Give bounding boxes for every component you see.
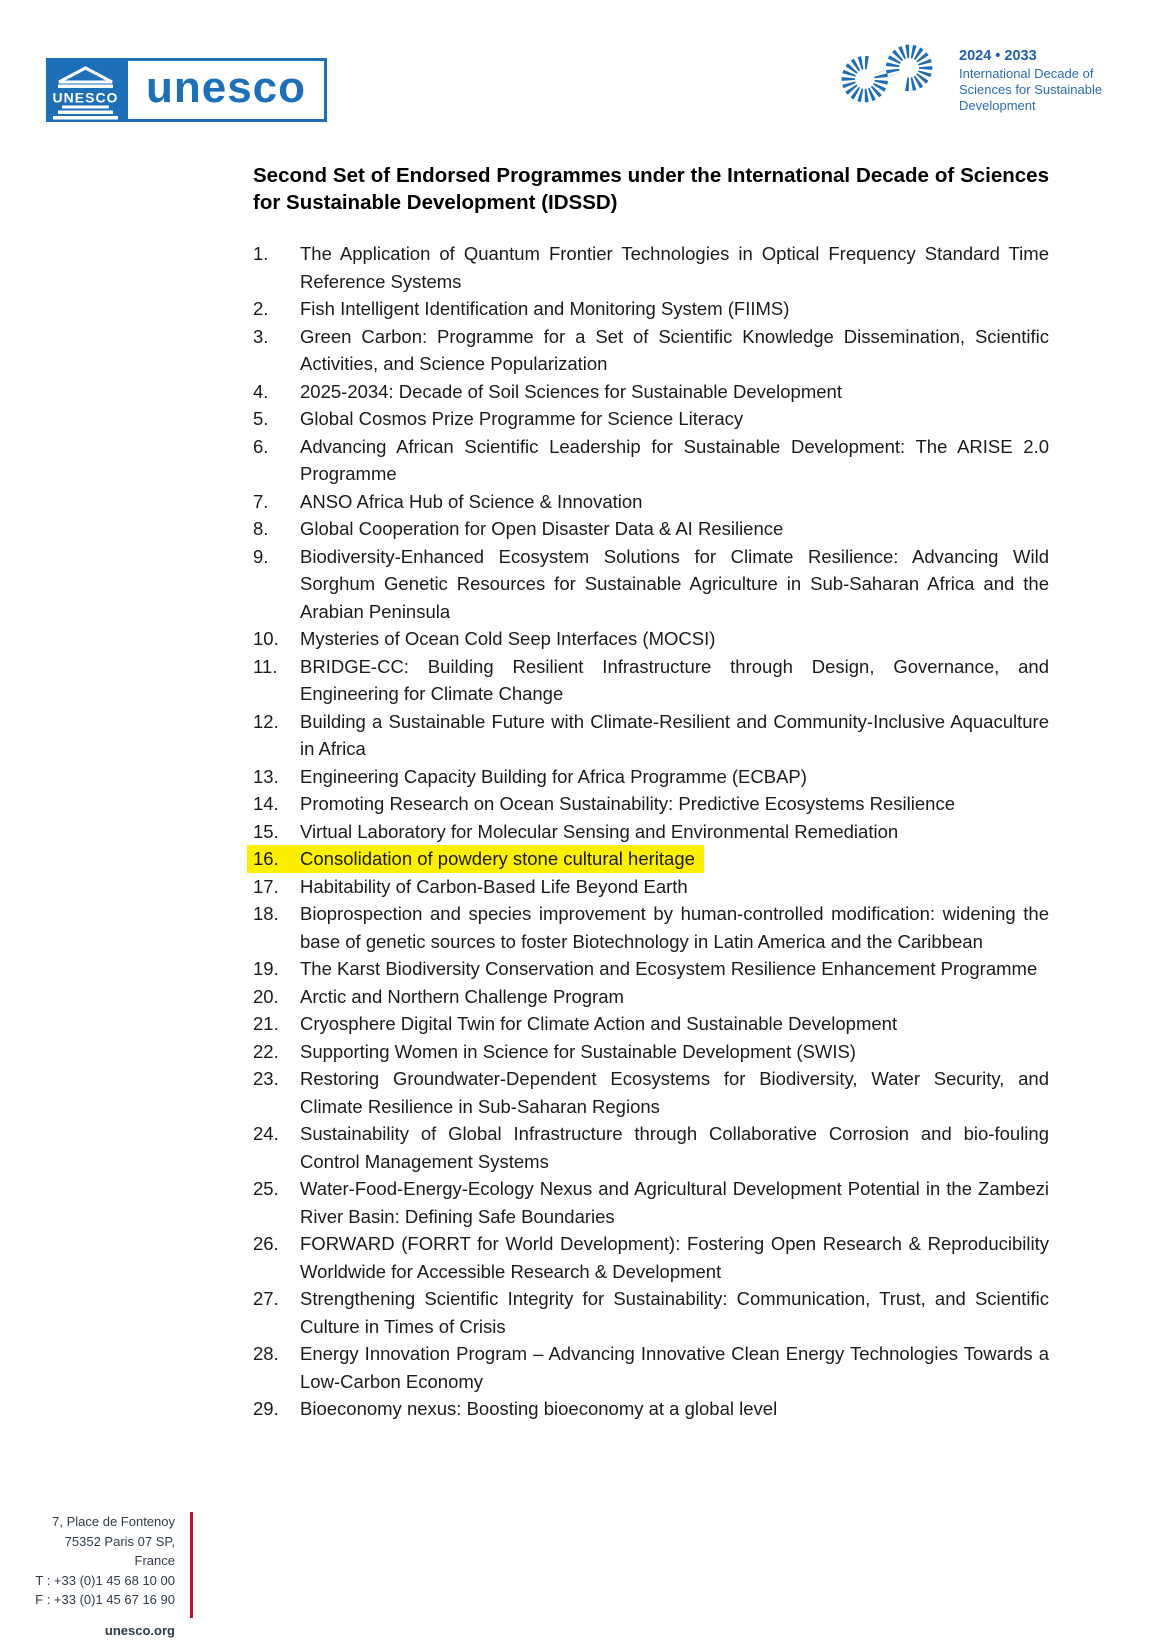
footer-phone: T : +33 (0)1 45 68 10 00	[35, 1572, 175, 1588]
programme-list	[253, 240, 1049, 1423]
footer-red-rule	[190, 1512, 193, 1618]
svg-text:UNESCO: UNESCO	[52, 89, 119, 106]
item-text: Bioeconomy nexus: Boosting bioeconomy at a global level	[300, 1398, 778, 1419]
item-number: 13.	[253, 765, 279, 787]
list-item	[253, 763, 1049, 791]
list-item	[253, 1340, 1049, 1395]
item-number: 28.	[253, 1343, 279, 1364]
item-number: 3.	[253, 325, 269, 347]
item-text: Water-Food-Energy-Ecology Nexus and Agricultural Development Potential in the Zambezi River Basin: Defining Safe Boundaries	[300, 1178, 1049, 1227]
item-number: 26.	[253, 1233, 279, 1254]
item-text: Fish Intelligent Identification and Monitoring System (FIIMS)	[300, 298, 790, 319]
item-text: The Application of Quantum Frontier Technologies in Optical Frequency Standard Time Reference Systems	[300, 243, 1049, 292]
item-number: 27.	[253, 1288, 279, 1309]
highlight-marker	[247, 845, 704, 873]
item-text: 2025-2034: Decade of Soil Sciences for Sustainable Development	[300, 380, 842, 402]
list-item	[253, 873, 1049, 901]
list-item	[253, 1010, 1049, 1038]
item-number: 14.	[253, 793, 279, 814]
list-item	[253, 1285, 1049, 1340]
item-text: Virtual Laboratory for Molecular Sensing and Environmental Remediation	[300, 820, 899, 842]
footer-address-block	[28, 1512, 175, 1640]
list-item	[253, 323, 1049, 378]
list-item	[253, 625, 1049, 653]
item-number: 8.	[253, 518, 269, 539]
list-item-highlighted	[253, 845, 1049, 873]
unesco-website-link[interactable]: unesco.org	[104, 1622, 175, 1638]
idssd-years: 2024 • 2033	[959, 48, 1037, 64]
list-item	[253, 1230, 1049, 1285]
list-item	[253, 900, 1049, 955]
list-item	[253, 818, 1049, 846]
item-number: 23.	[253, 1068, 279, 1089]
item-text: Energy Innovation Program – Advancing Innovative Clean Energy Technologies Towards a Low-Carbon Economy	[300, 1343, 1049, 1392]
list-item	[253, 955, 1049, 983]
item-text: ANSO Africa Hub of Science & Innovation	[300, 490, 643, 512]
item-text: Engineering Capacity Building for Africa Programme (ECBAP)	[300, 765, 807, 787]
list-item	[253, 653, 1049, 708]
item-number: 2.	[253, 298, 269, 319]
item-text: Supporting Women in Science for Sustainable Development (SWIS)	[300, 1040, 856, 1062]
item-text: Cryosphere Digital Twin for Climate Action and Sustainable Development	[300, 1013, 898, 1034]
item-number: 18.	[253, 903, 279, 924]
item-text: Biodiversity-Enhanced Ecosystem Solutions for Climate Resilience: Advancing Wild Sorghum Genetic Resources for Sustainable Agriculture in Sub-Saharan Africa and the Arabian Peninsula	[300, 545, 1049, 622]
list-item	[253, 708, 1049, 763]
unesco-logo	[46, 58, 327, 122]
item-text: Advancing African Scientific Leadership for Sustainable Development: The ARISE 2.0 Programme	[300, 435, 1049, 484]
list-item	[253, 240, 1049, 295]
list-item	[253, 405, 1049, 433]
item-number: 20.	[253, 985, 279, 1007]
item-number: 22.	[253, 1040, 279, 1062]
item-number: 9.	[253, 545, 269, 567]
item-text: Habitability of Carbon-Based Life Beyond Earth	[300, 875, 688, 897]
list-item	[253, 488, 1049, 516]
item-text: Global Cosmos Prize Programme for Science Literacy	[300, 408, 744, 429]
item-text: Bioprospection and species improvement by human-controlled modification: widening the base of genetic sources to foster Biotechnology in Latin America and the Caribbean	[300, 903, 1049, 952]
item-number: 17.	[253, 875, 279, 897]
list-item	[253, 433, 1049, 488]
list-item	[253, 1038, 1049, 1066]
item-number: 21.	[253, 1013, 279, 1034]
list-item	[253, 378, 1049, 406]
list-item	[253, 1175, 1049, 1230]
list-item	[253, 790, 1049, 818]
item-number: 6.	[253, 435, 269, 457]
item-text: Sustainability of Global Infrastructure through Collaborative Corrosion and bio-fouling Control Management Systems	[300, 1123, 1049, 1172]
item-text: Mysteries of Ocean Cold Seep Interfaces (MOCSI)	[300, 628, 716, 649]
item-text: Restoring Groundwater-Dependent Ecosystems for Biodiversity, Water Security, and Climate Resilience in Sub-Saharan Regions	[300, 1068, 1049, 1117]
item-number: 11.	[253, 655, 278, 677]
idssd-line1: International Decade of	[959, 66, 1094, 81]
idssd-text-block	[959, 44, 1102, 114]
list-item	[253, 983, 1049, 1011]
footer-fax: F : +33 (0)1 45 67 16 90	[35, 1592, 175, 1607]
idssd-logo	[838, 44, 1102, 114]
item-text: The Karst Biodiversity Conservation and Ecosystem Resilience Enhancement Programme	[300, 958, 1038, 979]
item-text: Green Carbon: Programme for a Set of Scientific Knowledge Dissemination, Scientific Activities, and Science Popularization	[300, 325, 1049, 374]
document-body	[253, 163, 1049, 1423]
item-number: 5.	[253, 408, 269, 429]
idssd-line3: Development	[959, 98, 1036, 113]
list-item	[253, 515, 1049, 543]
item-text: BRIDGE-CC: Building Resilient Infrastructure through Design, Governance, and Engineering for Climate Change	[300, 655, 1049, 704]
item-number: 15.	[253, 820, 279, 842]
item-text: Consolidation of powdery stone cultural heritage	[300, 848, 695, 869]
footer-address-line2: 75352 Paris 07 SP, France	[64, 1533, 175, 1568]
idssd-line2: Sciences for Sustainable	[959, 82, 1103, 97]
item-number: 12.	[253, 710, 279, 732]
item-text: Global Cooperation for Open Disaster Data & AI Resilience	[300, 518, 784, 539]
item-text: Arctic and Northern Challenge Program	[300, 985, 624, 1007]
document-title: Second Set of Endorsed Programmes under the International Decade of Sciences for Sustainable Development (IDSSD)	[253, 164, 1049, 214]
unesco-wordmark: unesco	[145, 63, 307, 112]
item-number: 25.	[253, 1178, 279, 1199]
item-number: 7.	[253, 490, 269, 512]
item-text: FORWARD (FORRT for World Development): Fostering Open Research & Reproducibility Worldwide for Accessible Research & Development	[300, 1233, 1049, 1282]
unesco-temple-icon	[46, 58, 125, 122]
list-item	[253, 295, 1049, 323]
item-number: 10.	[253, 628, 279, 649]
list-item	[253, 1395, 1049, 1423]
item-number: 1.	[253, 243, 269, 264]
item-text: Building a Sustainable Future with Climate-Resilient and Community-Inclusive Aquaculture in Africa	[300, 710, 1049, 759]
unesco-wordmark-box	[125, 58, 327, 122]
item-number: 19.	[253, 958, 279, 979]
idssd-infinity-icon	[838, 44, 938, 104]
item-number: 4.	[253, 380, 269, 402]
footer-address-line1: 7, Place de Fontenoy	[52, 1514, 175, 1529]
list-item	[253, 1120, 1049, 1175]
item-number: 29.	[253, 1398, 279, 1419]
item-text: Strengthening Scientific Integrity for Sustainability: Communication, Trust, and Scientific Culture in Times of Crisis	[300, 1288, 1049, 1337]
list-item	[253, 1065, 1049, 1120]
item-text: Promoting Research on Ocean Sustainability: Predictive Ecosystems Resilience	[300, 793, 955, 814]
item-number: 16.	[253, 848, 279, 869]
item-number: 24.	[253, 1123, 279, 1144]
list-item	[253, 543, 1049, 626]
